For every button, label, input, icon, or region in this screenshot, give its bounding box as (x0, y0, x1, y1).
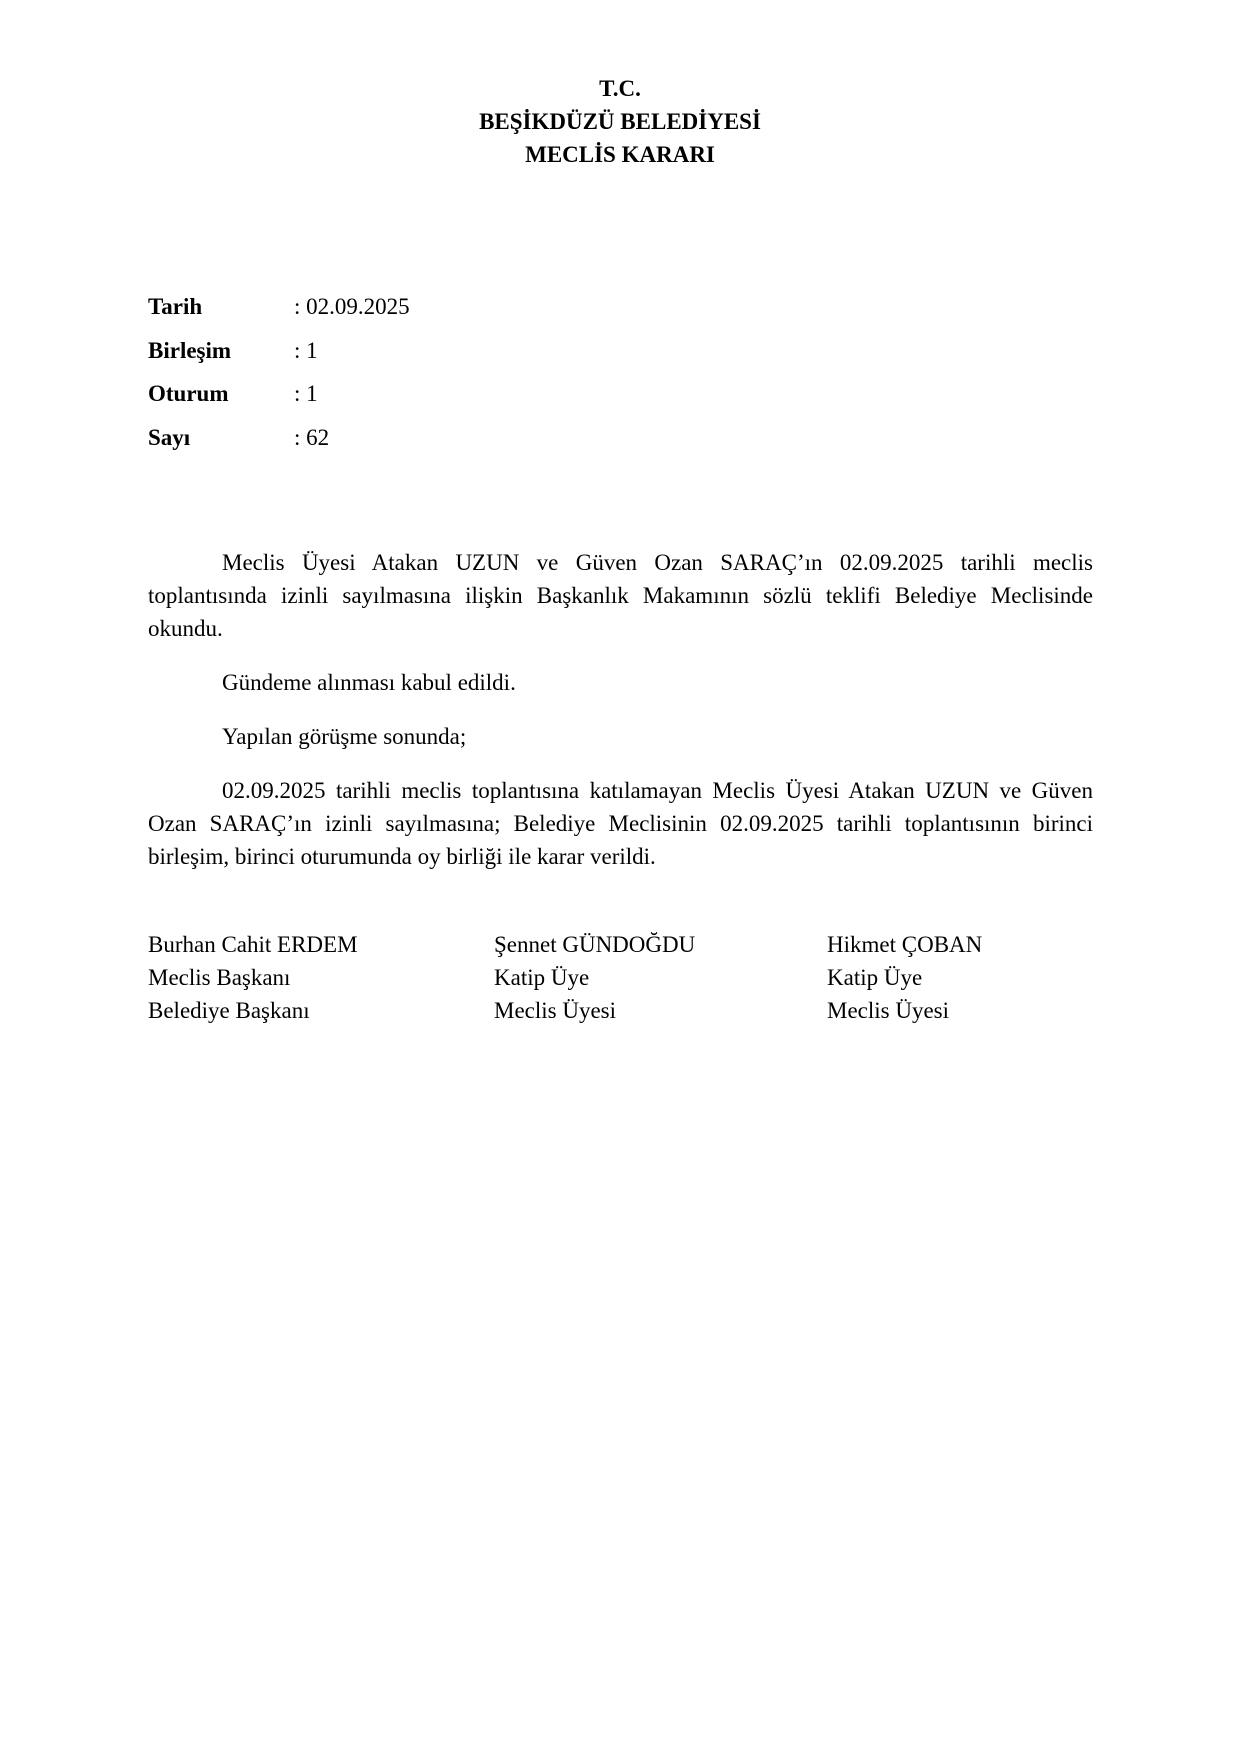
signatory-name: Şennet GÜNDOĞDU (494, 932, 696, 957)
signature-council-president (148, 928, 358, 1027)
decision-metadata (148, 292, 748, 466)
signatory-role: Meclis Üyesi (494, 998, 617, 1023)
header-municipality: BEŞİKDÜZÜ BELEDİYESİ (479, 109, 761, 134)
meta-key: Oturum (148, 381, 229, 406)
signatory-role: Katip Üye (494, 965, 590, 990)
body-paragraph: Meclis Üyesi Atakan UZUN ve Güven Ozan SARAÇ’ın 02.09.2025 tarihli meclis toplantısında izinli sayılmasına ilişkin Başkanlık Makamının sözlü teklifi Belediye Meclisinde okundu. (148, 550, 1093, 641)
meta-key: Tarih (148, 294, 203, 319)
body-paragraph: Yapılan görüşme sonunda; (222, 724, 467, 749)
meta-row-session (148, 336, 748, 380)
signatory-role: Belediye Başkanı (148, 998, 310, 1023)
signatory-name: Burhan Cahit ERDEM (148, 932, 358, 957)
body-paragraph: 02.09.2025 tarihli meclis toplantısına katılamayan Meclis Üyesi Atakan UZUN ve Güven Ozan SARAÇ’ın izinli sayılmasına; Belediye Meclisinin 02.09.2025 tarihli toplantısının birinci birleşim, birinci oturumunda oy birliği ile karar verildi. (148, 778, 1093, 869)
header-document-type: MECLİS KARARI (525, 142, 715, 167)
meta-value: : 02.09.2025 (294, 294, 410, 319)
signatory-name: Hikmet ÇOBAN (827, 932, 983, 957)
signature-clerk-member-2 (827, 928, 982, 1027)
signatory-role: Meclis Üyesi (827, 998, 950, 1023)
signatory-role: Meclis Başkanı (148, 965, 291, 990)
signature-clerk-member-1 (494, 928, 695, 1027)
meta-key: Birleşim (148, 337, 232, 363)
meta-value: : 62 (294, 424, 330, 450)
header-republic: T.C. (599, 76, 641, 101)
meta-value: : 1 (294, 337, 318, 363)
meta-key: Sayı (148, 424, 191, 450)
meta-row-number (148, 423, 748, 467)
meta-row-sitting (148, 379, 748, 423)
meta-row-date (148, 292, 748, 336)
document-header (0, 72, 1240, 171)
body-paragraph: Gündeme alınması kabul edildi. (222, 670, 516, 695)
signatory-role: Katip Üye (827, 965, 923, 990)
decision-body (148, 546, 1093, 894)
meta-value: : 1 (294, 381, 318, 406)
